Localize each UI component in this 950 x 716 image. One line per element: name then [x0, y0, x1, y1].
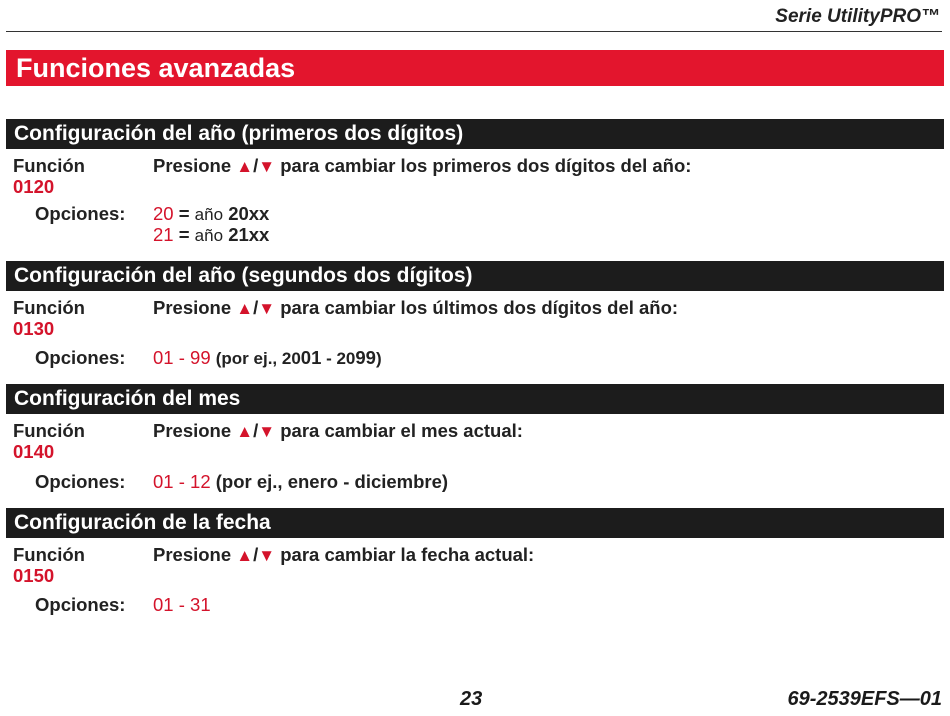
range-dash: - — [178, 347, 185, 368]
press-text: Presione — [153, 297, 232, 318]
function-code: 0120 — [13, 176, 55, 197]
option-text: año — [194, 226, 224, 245]
instruction — [153, 544, 534, 566]
option-value: 20 — [153, 203, 174, 224]
instruction — [153, 155, 691, 177]
options-label: Opciones: — [35, 203, 126, 224]
function-label: Función — [13, 420, 85, 441]
document-number: 69-2539EFS—01 — [787, 688, 942, 710]
section-heading: Configuración del año (primeros dos dígitos) — [6, 119, 944, 149]
option-value: 21 — [153, 224, 174, 245]
function-code: 0130 — [13, 318, 55, 339]
function-label: Función — [13, 297, 85, 318]
options-label: Opciones: — [35, 471, 126, 492]
section-year-second-digits — [6, 261, 944, 381]
instruction-text: para cambiar los últimos dos dígitos del año: — [280, 297, 679, 318]
function-code: 0150 — [13, 565, 55, 586]
function-label: Función — [13, 544, 85, 565]
down-arrow-icon: ▼ — [258, 546, 276, 565]
up-arrow-icon: ▲ — [236, 546, 254, 565]
up-arrow-icon: ▲ — [236, 157, 254, 176]
slash-text: / — [253, 420, 259, 441]
page-number: 23 — [460, 688, 483, 710]
option-suffix: xx — [248, 224, 270, 245]
range-to: 99 — [190, 347, 211, 368]
option-text: año — [194, 205, 224, 224]
down-arrow-icon: ▼ — [258, 299, 276, 318]
up-arrow-icon: ▲ — [236, 299, 254, 318]
options-label: Opciones: — [35, 347, 126, 368]
section-month — [6, 384, 944, 504]
option-line — [153, 224, 269, 246]
down-arrow-icon: ▼ — [258, 157, 276, 176]
down-arrow-icon: ▼ — [258, 422, 276, 441]
series-title: Serie UtilityPRO™ — [775, 6, 940, 27]
header-rule — [6, 31, 942, 32]
section-year-first-digits — [6, 119, 944, 249]
example-note: (por ej., 2001 - 2099) — [215, 347, 382, 368]
instruction — [153, 420, 523, 442]
instruction-text: para cambiar los primeros dos dígitos del año: — [280, 155, 692, 176]
function-label: Función — [13, 155, 85, 176]
section-heading: Configuración del mes — [6, 384, 944, 414]
slash-text: / — [253, 544, 259, 565]
range-from: 01 — [153, 347, 174, 368]
up-arrow-icon: ▲ — [236, 422, 254, 441]
slash-text: / — [253, 297, 259, 318]
section-date — [6, 508, 944, 628]
option-line — [153, 347, 382, 369]
instruction-text: para cambiar el mes actual: — [280, 420, 523, 441]
range-to: 12 — [190, 471, 211, 492]
press-text: Presione — [153, 544, 232, 565]
press-text: Presione — [153, 155, 232, 176]
option-bold: 21 — [228, 224, 249, 245]
section-heading: Configuración del año (segundos dos dígitos) — [6, 261, 944, 291]
instruction-text: para cambiar la fecha actual: — [280, 544, 535, 565]
range-from: 01 — [153, 594, 174, 615]
equals-sign: = — [178, 224, 190, 245]
slash-text: / — [253, 155, 259, 176]
function-code: 0140 — [13, 441, 55, 462]
press-text: Presione — [153, 420, 232, 441]
equals-sign: = — [178, 203, 190, 224]
section-heading: Configuración de la fecha — [6, 508, 944, 538]
range-dash: - — [178, 471, 185, 492]
range-from: 01 — [153, 471, 174, 492]
option-line — [153, 203, 269, 225]
options-label: Opciones: — [35, 594, 126, 615]
option-bold: 20 — [228, 203, 249, 224]
option-line — [153, 594, 211, 616]
range-to: 31 — [190, 594, 211, 615]
instruction — [153, 297, 678, 319]
range-dash: - — [178, 594, 185, 615]
option-suffix: xx — [248, 203, 270, 224]
example-note: (por ej., enero - diciembre) — [215, 471, 449, 492]
option-line — [153, 471, 448, 493]
page-title: Funciones avanzadas — [6, 50, 944, 86]
